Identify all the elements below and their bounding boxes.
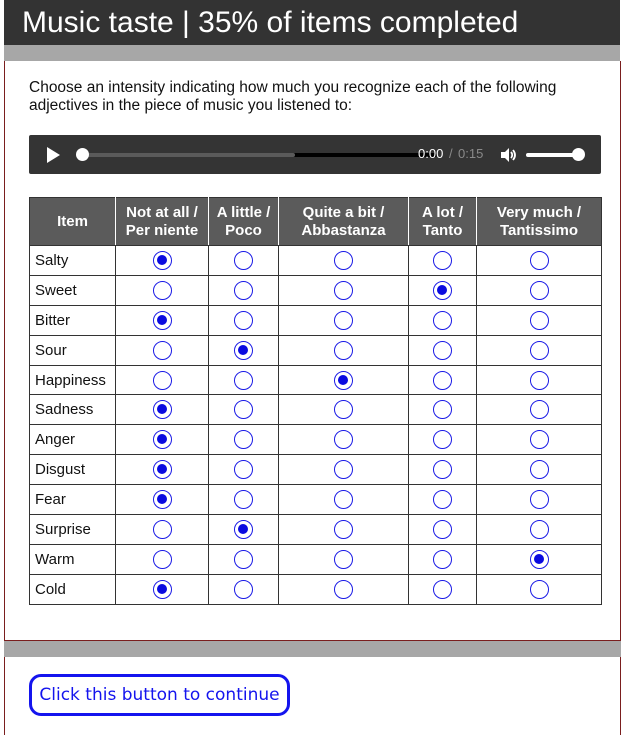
option-cell	[116, 515, 209, 545]
option-cell	[477, 275, 602, 305]
item-label: Happiness	[30, 365, 116, 395]
radio-button[interactable]	[334, 400, 353, 419]
option-cell	[116, 425, 209, 455]
radio-button[interactable]	[234, 311, 253, 330]
option-cell	[279, 485, 409, 515]
radio-button[interactable]	[234, 520, 253, 539]
table-row	[30, 365, 602, 395]
option-cell	[209, 425, 279, 455]
option-cell	[477, 365, 602, 395]
option-cell	[409, 455, 477, 485]
option-cell	[279, 246, 409, 276]
total-time: 0:15	[458, 146, 484, 161]
option-cell	[409, 485, 477, 515]
table-row	[30, 425, 602, 455]
radio-button[interactable]	[433, 460, 452, 479]
option-cell	[116, 544, 209, 574]
option-cell	[279, 305, 409, 335]
item-label: Disgust	[30, 455, 116, 485]
radio-button[interactable]	[334, 580, 353, 599]
radio-button[interactable]	[530, 490, 549, 509]
radio-button[interactable]	[153, 281, 172, 300]
radio-button[interactable]	[153, 311, 172, 330]
radio-button[interactable]	[234, 281, 253, 300]
option-cell	[209, 335, 279, 365]
radio-button[interactable]	[433, 371, 452, 390]
radio-button[interactable]	[334, 520, 353, 539]
radio-button[interactable]	[530, 341, 549, 360]
radio-button[interactable]	[234, 341, 253, 360]
option-cell	[477, 425, 602, 455]
radio-button[interactable]	[433, 311, 452, 330]
radio-button[interactable]	[433, 251, 452, 270]
radio-button[interactable]	[530, 281, 549, 300]
current-time: 0:00	[418, 146, 444, 161]
radio-button[interactable]	[530, 430, 549, 449]
radio-button[interactable]	[530, 251, 549, 270]
table-row	[30, 515, 602, 545]
radio-button[interactable]	[530, 460, 549, 479]
option-cell	[116, 275, 209, 305]
item-label: Cold	[30, 574, 116, 604]
radio-button[interactable]	[334, 371, 353, 390]
header-divider	[4, 45, 620, 61]
radio-button[interactable]	[433, 520, 452, 539]
option-cell	[116, 485, 209, 515]
item-label: Anger	[30, 425, 116, 455]
option-cell	[279, 335, 409, 365]
column-header-option-5: Very much / Tantissimo	[477, 198, 602, 246]
radio-button[interactable]	[234, 460, 253, 479]
column-header-option-3: Quite a bit / Abbastanza	[279, 198, 409, 246]
option-cell	[477, 574, 602, 604]
radio-button[interactable]	[153, 520, 172, 539]
option-cell	[209, 275, 279, 305]
radio-button[interactable]	[530, 371, 549, 390]
option-cell	[209, 305, 279, 335]
option-cell	[209, 574, 279, 604]
seek-bar[interactable]	[81, 153, 437, 157]
volume-icon[interactable]	[499, 146, 517, 164]
radio-button[interactable]	[433, 490, 452, 509]
option-cell	[477, 395, 602, 425]
radio-button[interactable]	[153, 371, 172, 390]
radio-button[interactable]	[234, 550, 253, 569]
radio-button[interactable]	[234, 430, 253, 449]
item-label: Bitter	[30, 305, 116, 335]
option-cell	[477, 335, 602, 365]
column-header-option-1: Not at all / Per niente	[116, 198, 209, 246]
radio-button[interactable]	[234, 400, 253, 419]
footer-divider	[4, 641, 621, 657]
option-cell	[209, 395, 279, 425]
item-label: Sour	[30, 335, 116, 365]
option-cell	[209, 485, 279, 515]
seek-buffer	[81, 153, 295, 157]
play-icon[interactable]	[47, 147, 60, 163]
option-cell	[279, 395, 409, 425]
radio-button[interactable]	[530, 520, 549, 539]
column-header-item: Item	[30, 198, 116, 246]
option-cell	[116, 365, 209, 395]
item-label: Surprise	[30, 515, 116, 545]
option-cell	[116, 395, 209, 425]
page-title: Music taste | 35% of items completed	[4, 0, 620, 45]
radio-button[interactable]	[153, 430, 172, 449]
option-cell	[279, 544, 409, 574]
option-cell	[209, 246, 279, 276]
option-cell	[409, 515, 477, 545]
radio-button[interactable]	[530, 400, 549, 419]
option-cell	[409, 275, 477, 305]
option-cell	[116, 335, 209, 365]
radio-button[interactable]	[433, 341, 452, 360]
option-cell	[279, 515, 409, 545]
radio-button[interactable]	[530, 580, 549, 599]
option-cell	[477, 485, 602, 515]
option-cell	[477, 544, 602, 574]
column-header-option-2: A little / Poco	[209, 198, 279, 246]
option-cell	[279, 275, 409, 305]
option-cell	[279, 455, 409, 485]
option-cell	[279, 425, 409, 455]
radio-button[interactable]	[153, 580, 172, 599]
option-cell	[477, 515, 602, 545]
table-row	[30, 275, 602, 305]
option-cell	[209, 455, 279, 485]
radio-button[interactable]	[334, 550, 353, 569]
radio-button[interactable]	[433, 550, 452, 569]
option-cell	[409, 365, 477, 395]
table-row	[30, 455, 602, 485]
option-cell	[209, 544, 279, 574]
radio-button[interactable]	[334, 311, 353, 330]
option-cell	[209, 515, 279, 545]
radio-button[interactable]	[153, 400, 172, 419]
radio-button[interactable]	[334, 490, 353, 509]
radio-button[interactable]	[234, 251, 253, 270]
radio-button[interactable]	[530, 311, 549, 330]
audio-player	[29, 135, 601, 174]
radio-button[interactable]	[153, 460, 172, 479]
option-cell	[116, 574, 209, 604]
radio-button[interactable]	[334, 281, 353, 300]
option-cell	[116, 246, 209, 276]
option-cell	[409, 544, 477, 574]
table-row	[30, 485, 602, 515]
radio-button[interactable]	[153, 341, 172, 360]
radio-button[interactable]	[153, 251, 172, 270]
radio-button[interactable]	[433, 400, 452, 419]
radio-button[interactable]	[334, 251, 353, 270]
table-row	[30, 335, 602, 365]
item-label: Fear	[30, 485, 116, 515]
option-cell	[477, 246, 602, 276]
grid-body	[30, 246, 602, 605]
option-cell	[209, 365, 279, 395]
volume-slider[interactable]	[526, 153, 578, 157]
table-row	[30, 395, 602, 425]
option-cell	[409, 395, 477, 425]
item-label: Sadness	[30, 395, 116, 425]
table-row	[30, 305, 602, 335]
seek-handle[interactable]	[76, 148, 89, 161]
radio-button[interactable]	[433, 430, 452, 449]
radio-button[interactable]	[334, 460, 353, 479]
rating-grid	[29, 197, 602, 605]
volume-handle[interactable]	[572, 148, 585, 161]
radio-button[interactable]	[153, 490, 172, 509]
table-row	[30, 574, 602, 604]
radio-button[interactable]	[433, 281, 452, 300]
time-separator: /	[449, 146, 453, 161]
option-cell	[409, 425, 477, 455]
radio-button[interactable]	[530, 550, 549, 569]
item-label: Salty	[30, 246, 116, 276]
option-cell	[116, 455, 209, 485]
item-label: Sweet	[30, 275, 116, 305]
table-row	[30, 246, 602, 276]
grid-header-row	[30, 198, 602, 246]
radio-button[interactable]	[334, 430, 353, 449]
radio-button[interactable]	[153, 550, 172, 569]
option-cell	[279, 365, 409, 395]
option-cell	[409, 305, 477, 335]
radio-button[interactable]	[334, 341, 353, 360]
option-cell	[477, 305, 602, 335]
option-cell	[409, 335, 477, 365]
option-cell	[116, 305, 209, 335]
item-label: Warm	[30, 544, 116, 574]
radio-button[interactable]	[234, 371, 253, 390]
table-row	[30, 544, 602, 574]
option-cell	[279, 574, 409, 604]
column-header-option-4: A lot / Tanto	[409, 198, 477, 246]
option-cell	[409, 574, 477, 604]
continue-button[interactable]: Click this button to continue	[29, 674, 290, 716]
question-instruction: Choose an intensity indicating how much you recognize each of the following adjectives in the piece of music you listened to:	[29, 79, 557, 114]
option-cell	[477, 455, 602, 485]
radio-button[interactable]	[433, 580, 452, 599]
radio-button[interactable]	[234, 490, 253, 509]
radio-button[interactable]	[234, 580, 253, 599]
option-cell	[409, 246, 477, 276]
